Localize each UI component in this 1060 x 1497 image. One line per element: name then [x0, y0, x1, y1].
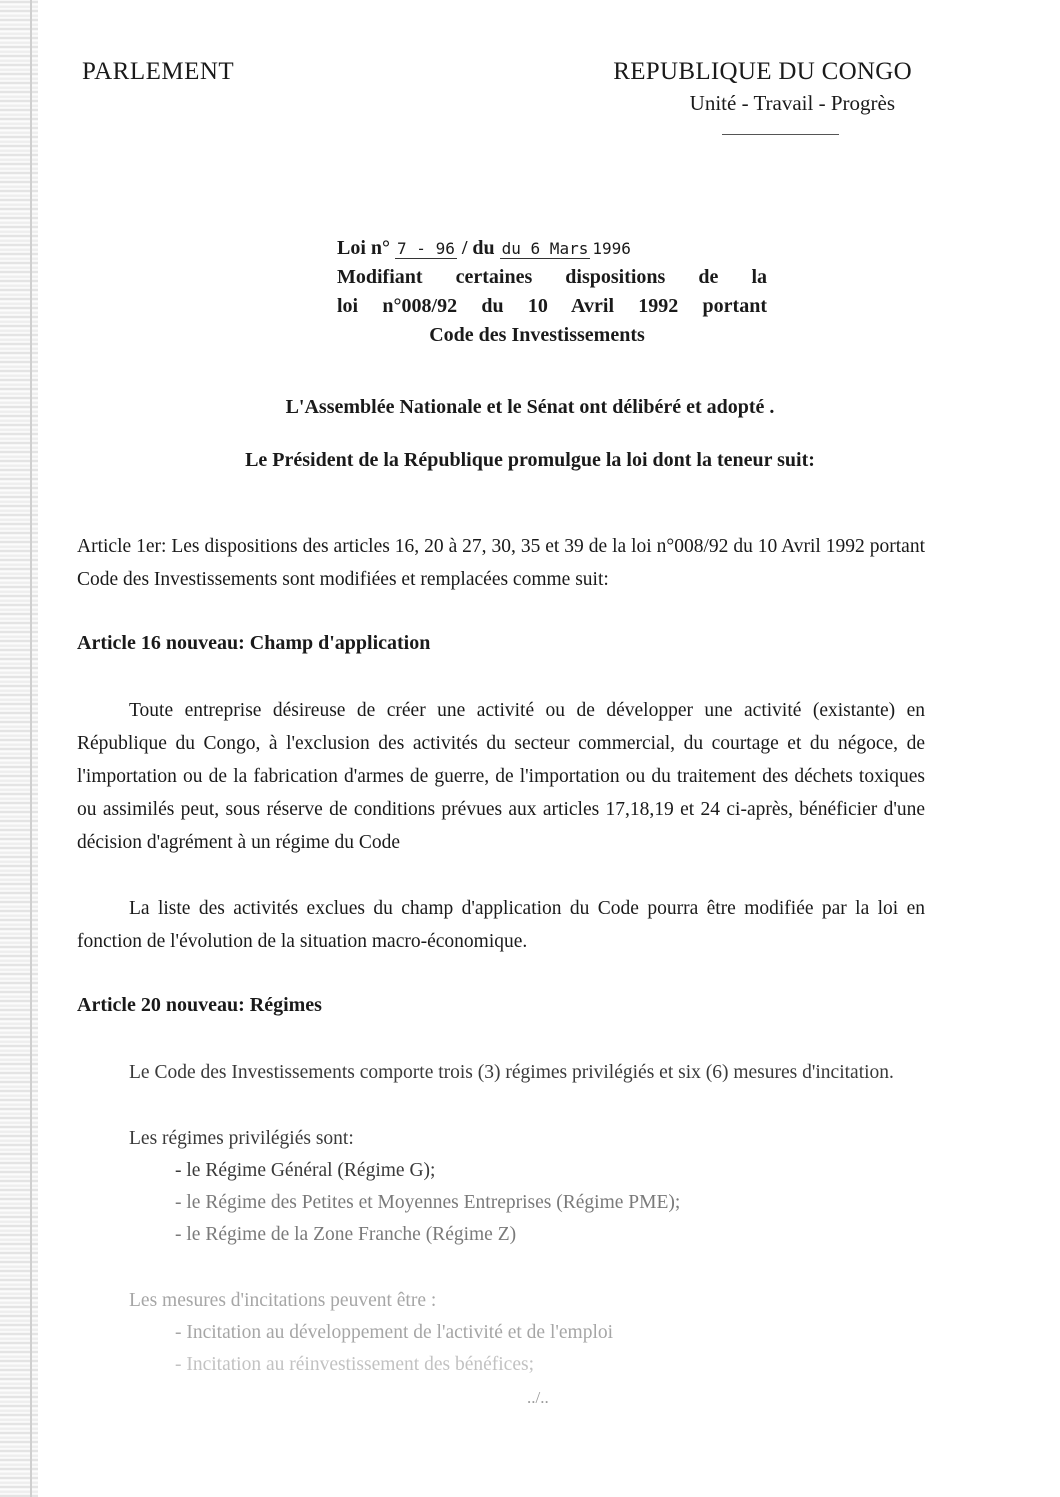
page-continuation-mark: ../..: [527, 1388, 549, 1407]
law-date: du 6 Mars: [501, 239, 589, 258]
article-1: Article 1er: Les dispositions des articles 16, 20 à 27, 30, 35 et 39 de la loi n°008/92 du 10 Avril 1992 portant Code des Investissements sont modifiées et remplacées comme suit:: [77, 536, 925, 590]
law-separator: / du: [461, 237, 495, 259]
header-motto: Unité - Travail - Progrès: [689, 91, 895, 115]
regime-item: - le Régime Général (Régime G);: [175, 1160, 436, 1181]
article-16-heading: Article 16 nouveau: Champ d'application: [77, 632, 431, 654]
header-republic: REPUBLIQUE DU CONGO: [613, 58, 912, 85]
measures-intro: Les mesures d'incitations peuvent être :: [129, 1290, 437, 1311]
article-16-paragraph-2: La liste des activités exclues du champ d'application du Code pourra être modifiée par la loi en fonction de l'évolution de la situation macro-économique.: [77, 898, 925, 952]
law-title-block: [337, 234, 767, 350]
regimes-intro: Les régimes privilégiés sont:: [129, 1128, 354, 1149]
regime-item: - le Régime des Petites et Moyennes Entreprises (Régime PME);: [175, 1192, 681, 1213]
header-parliament: PARLEMENT: [82, 58, 235, 85]
header-rule: [722, 134, 839, 135]
law-number: 7 - 96: [397, 239, 455, 258]
article-16-paragraph-1: Toute entreprise désireuse de créer une activité ou de développer une activité (existante) en République du Congo, à l'exclusion des activités du secteur commercial, du courtage et du négoce, de l'importation ou de la fabrication d'armes de guerre, de l'importation ou du traitement des déchets toxiques ou assimilés peut, sous réserve de conditions prévues aux articles 17,18,19 et 24 ci-après, bénéficier d'une décision d'agrément à un régime du Code: [77, 700, 925, 853]
law-subject-line: Modifiant certaines dispositions de la: [337, 266, 767, 288]
scan-edge-artifact: [0, 0, 38, 1497]
law-number-line: [337, 234, 767, 263]
adoption-statement: L'Assemblée Nationale et le Sénat ont délibéré et adopté .: [285, 396, 775, 418]
scan-edge-line: [30, 0, 32, 1497]
law-year: 1996: [592, 239, 631, 258]
article-20-heading: Article 20 nouveau: Régimes: [77, 994, 322, 1016]
law-prefix: Loi n°: [337, 237, 391, 259]
regime-item: - le Régime de la Zone Franche (Régime Z): [175, 1224, 517, 1245]
article-20-paragraph-1: Le Code des Investissements comporte trois (3) régimes privilégiés et six (6) mesures d'incitation.: [129, 1062, 894, 1083]
law-code-title: Code des Investissements: [429, 324, 645, 346]
law-reference-line: loi n°008/92 du 10 Avril 1992 portant: [337, 295, 767, 317]
measure-item: - Incitation au développement de l'activité et de l'emploi: [175, 1322, 614, 1343]
promulgation-statement: Le Président de la République promulgue la loi dont la teneur suit:: [245, 449, 815, 471]
measure-item: - Incitation au réinvestissement des bénéfices;: [175, 1354, 534, 1375]
